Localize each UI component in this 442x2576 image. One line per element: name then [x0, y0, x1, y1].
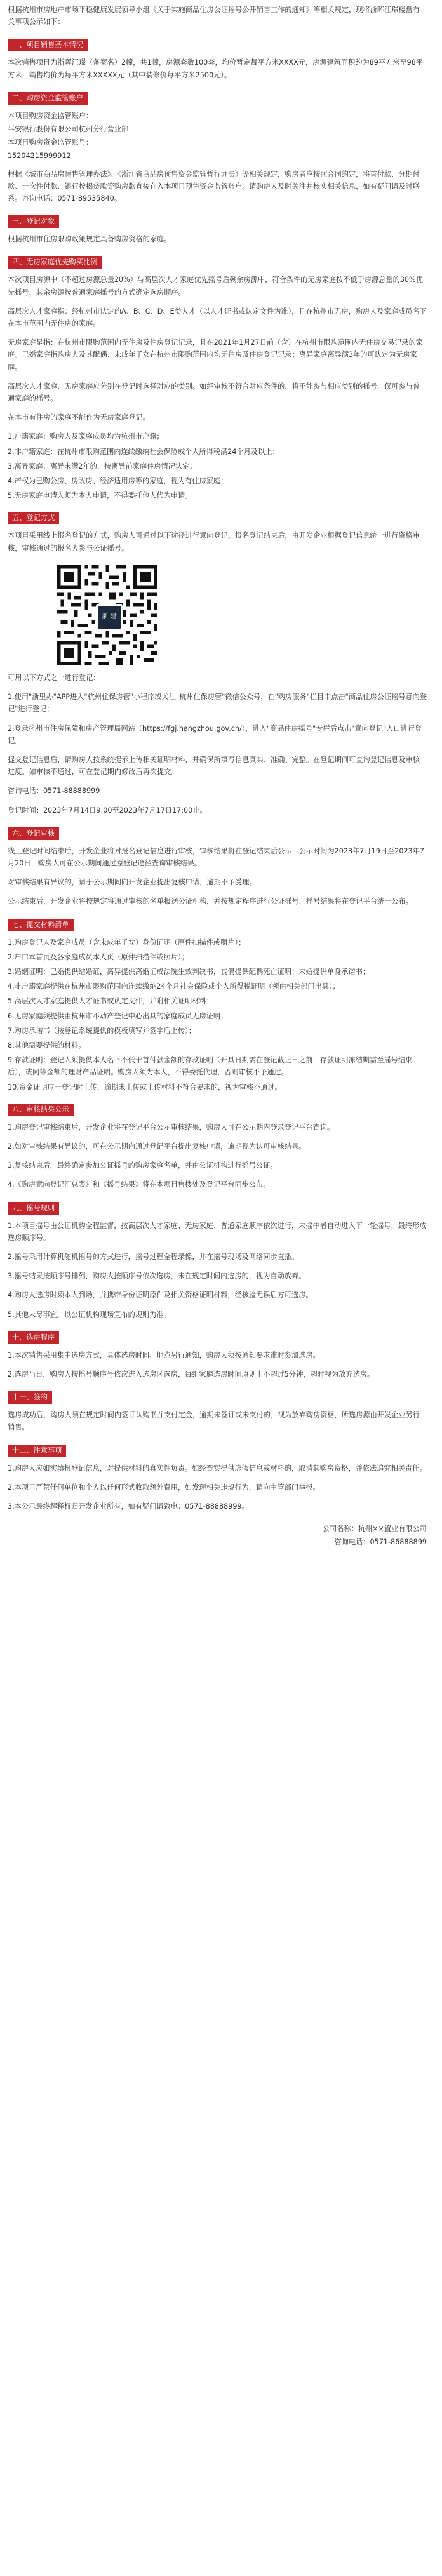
section-4-list-item: 3.离异家庭：离异未满2年的，按离异前家庭住房情况认定； [8, 462, 197, 470]
section-7-title: 七、提交材料清单 [8, 919, 74, 931]
section-9-paragraph-4: 4.购房人选房时须本人到场，并携带身份证明原件及相关资格证明材料，经核验无误后方可选房。 [8, 1291, 313, 1300]
section-5-title: 五、登记方式 [8, 512, 59, 524]
section-9-title: 九、摇号规则 [8, 1202, 59, 1215]
account-number: 15204215999912 [8, 152, 71, 161]
section-4-paragraph-3: 无房家庭是指：在杭州市限购范围内无住房及住房登记记录，且在2021年1月27日前（含）在杭州市限购范围内无住房交易记录的家庭。已婚家庭指购房人及其配偶、未成年子女在杭州市限购范围内均无住房及住房登记记录；离异家庭离异满3年的可认定为无房家庭。 [8, 338, 423, 371]
section-5-paragraph-1: 本项目采用线上报名登记的方式，购房人可通过以下途径进行意向登记。报名登记结束后，由开发企业根据登记信息统一进行资格审核，审核通过的报名人参与公证摇号。 [8, 531, 420, 552]
section-4 [8, 252, 427, 502]
section-7 [8, 915, 427, 1093]
section-12-paragraph-2: 2.本项目严禁任何单位和个人以任何形式收取额外费用，如发现相关违规行为，请向主管部门举报。 [8, 1483, 320, 1492]
section-4-paragraph-2: 高层次人才家庭指：经杭州市认定的A、B、C、D、E类人才（以人才证书或认定文件为准），且在杭州市无房，购房人及家庭成员名下在本市范围内无住房的家庭。 [8, 307, 427, 328]
section-5-paragraph-5: 提交登记信息后，请购房人按系统提示上传相关证明材料，并确保所填写信息真实、准确、完整。在登记期间可查询登记信息及审核进度。如审核不通过，可在登记期内修改后再次提交。 [8, 755, 420, 777]
section-11-title: 十一、签约 [8, 1391, 52, 1404]
section-5-paragraph-4: 2.登录杭州市住房保障和房产管理局网站（https://fgj.hangzhou.gov.cn/），进入"商品住房摇号"专栏后点击"意向登记"入口进行登记。 [8, 724, 422, 745]
material-item: 5.高层次人才家庭提供人才证书或认定文件，并附相关证明材料； [8, 997, 213, 1006]
section-10 [8, 1328, 427, 1380]
material-item: 6.无房家庭须提供由杭州市不动产登记中心出具的家庭成员无房证明； [8, 1011, 228, 1020]
account-number-label: 本项目购房资金监管账号： [8, 138, 93, 147]
section-3 [8, 211, 427, 245]
section-5 [8, 508, 427, 816]
material-item: 2.户口本首页及各家庭成员本人页（原件扫描件或照片）； [8, 952, 189, 961]
section-1-paragraph: 本次销售项目为浙晖江璟（备案名）2幢，共1幢，房源套数100套，均价暂定每平方米XXXX元，房源建筑面积约为89平方米至98平方米，销售均价为每平方米XXXXX元（其中装修价每平方米2500元）。 [8, 58, 424, 79]
section-8-paragraph-3: 3.复核结束后，最终确定参加公证摇号的购房家庭名单，并由公证机构进行摇号公证。 [8, 1161, 278, 1170]
section-4-list-item: 1.户籍家庭：购房人及家庭成员均为杭州市户籍； [8, 432, 164, 441]
section-5-paragraph-3: 1.使用"浙里办"APP进入"杭州住保房管"小程序或关注"杭州住保房管"微信公众号，在"购房服务"栏目中点击"商品住房公证摇号意向登记"进行登记； [8, 693, 427, 714]
section-11 [8, 1387, 427, 1433]
material-item: 1.购房登记人及家庭成员（含未成年子女）身份证明（原件扫描件或照片）； [8, 938, 246, 947]
section-6-paragraph-1: 线上登记时间结束后，开发企业将对报名登记信息进行审核，审核结果将在登记结束后公示，公示时间为2023年7月19日至2023年7月20日，购房人可在公示期间通过原登记途径查询审核结果。 [8, 846, 424, 867]
section-4-paragraph-1: 本次项目房源中（不超过房源总量20%）与高层次人才家庭优先摇号后剩余房源中，符合条件的无房家庭按不低于房源总量的30%优先摇号，其余房源按普通家庭摇号的方式确定选房顺序。 [8, 276, 423, 297]
qr-center-logo: 浙 建 [96, 604, 123, 631]
section-6-paragraph-2: 对审核结果有异议的，请于公示期间向开发企业提出复核申请，逾期不予受理。 [8, 878, 257, 887]
section-8 [8, 1100, 427, 1191]
registration-time: 登记时间：2023年7月14日9:00至2023年7月17日17:00止。 [8, 806, 207, 815]
material-item: 3.婚姻证明：已婚提供结婚证，离异提供离婚证或法院生效判决书，丧偶提供配偶死亡证明；未婚提供单身承诺书； [8, 967, 370, 976]
section-2-title: 二、购房资金监管账户 [8, 92, 88, 105]
section-8-title: 八、审核结果公示 [8, 1104, 74, 1116]
section-9 [8, 1198, 427, 1321]
section-12-title: 十二、注意事项 [8, 1445, 66, 1457]
section-9-paragraph-2: 2.摇号采用计算机随机摇号的方式进行，摇号过程全程录像，并在摇号现场及网络同步直播。 [8, 1252, 299, 1261]
material-item: 4.非户籍家庭提供在杭州市限购范围内连续缴纳24个月社会保险或个人所得税证明（须由相关部门出具）； [8, 982, 340, 991]
material-item: 8.其他需要提供的材料。 [8, 1041, 86, 1050]
section-4-paragraph-5: 在本市有住房的家庭不能作为无房家庭登记。 [8, 413, 150, 422]
section-6-title: 六、登记审核 [8, 827, 59, 840]
intro-paragraph: 根据杭州市房地产市场平稳健康发展领导小组《关于实施商品住房公证摇号公开销售工作的通知》等相关规定，现将浙晖江璟楼盘有关事项公示如下： [8, 6, 420, 27]
account-label: 本项目购房资金监管账户： [8, 111, 93, 120]
section-9-paragraph-1: 1.本项目摇号由公证机构全程监督，按高层次人才家庭、无房家庭、普通家庭顺序依次进行，未摇中者自动进入下一轮摇号，最终形成选房顺序号。 [8, 1221, 427, 1242]
section-2-paragraph: 根据《城市商品房预售管理办法》、《浙江省商品房预售资金监管暂行办法》等相关规定，购房者应按照合同约定，将首付款、分期付款、一次性付款、银行按揭贷款等购房款直接存入本项目预售资金监管账户。请购房人及时关注并核实相关信息，如有疑问请及时联系。咨询电话：0571-89535840。 [8, 170, 420, 203]
section-4-list-item: 5.无房家庭申请人须为本人申请，不得委托他人代为申请。 [8, 491, 192, 500]
section-3-paragraph: 根据杭州市住房限购政策规定具备购房资格的家庭。 [8, 235, 171, 244]
section-1-title: 一、项目销售基本情况 [8, 39, 88, 51]
section-9-paragraph-5: 5.其他未尽事宜，以公证机构现场宣布的规则为准。 [8, 1310, 171, 1319]
consult-phone: 咨询电话：0571-88888999 [8, 787, 100, 796]
material-item: 9.存款证明：登记人须提供本人名下不低于首付款金额的存款证明（开具日期需在登记截止日之前，存款证明冻结期需至摇号结束后），或同等金额的理财产品证明。购房人须为本人，不得委托代理，否则审核不予通过。 [8, 1056, 413, 1077]
section-10-paragraph-2: 2.选房当日，购房人按摇号顺序号依次进入选房区选房，每组家庭选房时间原则上不超过5分钟，超时视为放弃选房。 [8, 1370, 375, 1378]
section-3-title: 三、登记对象 [8, 215, 59, 228]
section-4-paragraph-4: 高层次人才家庭、无房家庭应分别在登记时选择对应的类别。如经审核不符合对应条件的，将不能参与相应类别的摇号，仅可参与普通家庭的摇号。 [8, 382, 420, 403]
material-item: 10.资金证明应于登记时上传，逾期未上传或上传材料不符合要求的，视为审核不通过。 [8, 1083, 282, 1091]
bank-name: 平安银行股份有限公司杭州分行营业部 [8, 125, 129, 134]
section-12 [8, 1441, 427, 1513]
company-signature: 公司名称：杭州××置业有限公司 [322, 1525, 427, 1533]
section-9-paragraph-3: 3.摇号结果按顺序号排列，购房人按顺序号依次选房，未在规定时间内选房的，视为自动放弃。 [8, 1272, 306, 1281]
section-8-paragraph-4: 4.《购房意向登记汇总表》和《摇号结果》将在本项目售楼处及登记平台同步公布。 [8, 1180, 271, 1189]
section-1 [8, 35, 427, 81]
section-8-paragraph-2: 2.如对审核结果有异议的，可在公示期内通过登记平台提出复核申请，逾期视为认可审核结果。 [8, 1142, 306, 1151]
section-12-paragraph-3: 3.本公示最终解释权归开发企业所有，如有疑问请致电：0571-88888999。 [8, 1502, 249, 1511]
section-4-title: 四、无房家庭优先购买比例 [8, 256, 102, 269]
section-10-paragraph-1: 1.本次销售采用集中选房方式，具体选房时间、地点另行通知，购房人须按通知要求准时参加选房。 [8, 1351, 320, 1359]
section-6 [8, 824, 427, 908]
section-4-list-item: 2.非户籍家庭：在杭州市限购范围内连续缴纳社会保险或个人所得税满24个月及以上； [8, 447, 279, 456]
section-6-paragraph-3: 公示结束后，开发企业将按规定将通过审核的名单报送公证机构，并按规定程序进行公证摇号，摇号结果将在登记平台统一公布。 [8, 897, 413, 906]
section-10-title: 十、选房程序 [8, 1331, 59, 1344]
section-5-paragraph-2: 可用以下方式之一进行登记： [8, 673, 100, 682]
section-11-paragraph: 选房成功后，购房人须在规定时间内签订认购书并支付定金，逾期未签订或未支付的，视为放弃购房资格，所选房源由开发企业另行销售。 [8, 1411, 420, 1432]
section-2 [8, 88, 427, 204]
section-4-list-item: 4.产权为已购公房、房改房、经济适用房等的家庭，视为有住房家庭； [8, 477, 228, 486]
material-item: 7.购房承诺书（按登记系统提供的模板填写并签字后上传）； [8, 1026, 196, 1035]
footer-phone: 咨询电话：0571-86888899 [334, 1538, 427, 1547]
section-12-paragraph-1: 1.购房人应如实填报登记信息，对提供材料的真实性负责。如经查实提供虚假信息或材料的，取消其购房资格，并依法追究相关责任。 [8, 1464, 427, 1472]
qr-code[interactable] [57, 565, 157, 665]
section-8-paragraph-1: 1.购房登记审核结束后，开发企业将在登记平台公示审核结果，购房人可在公示期内登录登记平台查询。 [8, 1123, 335, 1131]
